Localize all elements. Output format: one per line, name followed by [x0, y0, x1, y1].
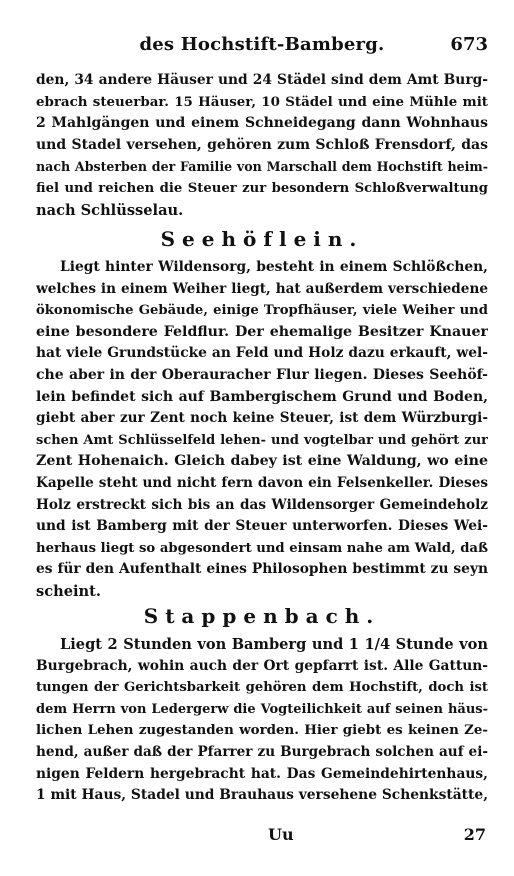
text-line: es für den Aufenthalt eines Philosophen bestimmt zu seyn — [36, 561, 488, 578]
running-head: des Hochstift-Bamberg. — [139, 34, 385, 55]
text-line: und ist Bamberg mit der Steuer unterworfen. Dieses Wei- — [36, 518, 488, 535]
text-line: hend, außer daß der Pfarrer zu Burgebrach solchen auf ei- — [36, 743, 488, 760]
text-line: giebt aber zur Zent noch keine Steuer, ist dem Würzburgi- — [36, 410, 488, 427]
text-line: eine besondere Feldflur. Der ehemalige Besitzer Knauer — [36, 323, 488, 340]
section-heading-seehoflein: Seehöflein. — [160, 227, 364, 251]
text-line: ökonomische Gebäude, einige Tropfhäuser, viele Weiher und — [36, 303, 488, 319]
text-line: Burgebrach, wohin auch der Ort gepfarrt ist. Alle Gattun- — [36, 657, 488, 674]
text-line: scheint. — [36, 582, 101, 600]
text-line: herhaus liegt so abgesondert und einsam nahe am Wald, daß — [36, 540, 488, 556]
text-line: lein befindet sich auf Bambergischem Grund und Boden, — [36, 388, 488, 405]
text-line: 2 Mahlgängen und einem Schneidegang dann Wohnhaus — [36, 115, 488, 132]
text-line: nach Schlüsselau. — [36, 201, 184, 219]
text-line: 1 mit Haus, Stadel und Brauhaus versehene Schenkstätte, — [36, 787, 488, 804]
text-line: welches in einem Weiher liegt, hat außerdem verschiedene — [36, 280, 488, 297]
text-line: ebrach steuerbar. 15 Häuser, 10 Städel und eine Mühle mit — [36, 93, 488, 110]
text-line: nach Absterben der Familie von Marschall dem Hochstift heim- — [36, 159, 488, 175]
text-line: lichen Lehen zugestanden worden. Hier giebt es keinen Ze- — [36, 722, 488, 739]
gathering-number: 27 — [463, 825, 486, 844]
text-line: dem Herrn von Ledergerw die Vogteilichkeit auf seinen häus- — [36, 701, 488, 717]
text-line: Holz erstreckt sich bis an das Wildensorger Gemeindeholz — [36, 496, 488, 513]
text-line: schen Amt Schlüsselfeld lehen- und vogtelbar und gehört zur — [36, 432, 488, 448]
section-heading-stappenbach: Stappenbach. — [143, 604, 381, 628]
page-footer — [36, 825, 488, 847]
text-line: Kapelle steht und nicht fern davon ein Felsenkeller. Dieses — [36, 474, 488, 491]
text-line: tungen der Gerichtsbarkeit gehören dem Hochstift, doch ist — [36, 680, 488, 696]
page-number: 673 — [450, 34, 488, 55]
text-line: Liegt hinter Wildensorg, besteht in einem Schlößchen, — [60, 259, 488, 275]
text-line: Zent Hohenaich. Gleich dabey ist eine Waldung, wo eine — [36, 453, 488, 470]
paragraph-continuation — [36, 70, 488, 221]
page-header — [36, 34, 488, 60]
signature-mark: Uu — [268, 825, 294, 844]
text-line: den, 34 andere Häuser und 24 Städel sind dem Amt Burg- — [36, 72, 488, 88]
text-line: Liegt 2 Stunden von Bamberg und 1 1/4 Stunde von — [60, 636, 488, 653]
text-line: che aber in der Oberauracher Flur liegen. Dieses Seehöf- — [36, 366, 488, 383]
text-line: und Stadel versehen, gehören zum Schloß Frensdorf, das — [36, 136, 488, 153]
paragraph-seehoflein — [36, 257, 488, 603]
text-line: hat viele Grundstücke an Feld und Holz dazu erkauft, wel- — [36, 345, 488, 362]
text-line: fiel und reichen die Steuer zur besondern Schloßverwaltung — [36, 180, 488, 196]
paragraph-stappenbach — [36, 634, 488, 807]
text-line: nigen Feldern hergebracht hat. Das Gemeindehirtenhaus, — [36, 765, 488, 782]
